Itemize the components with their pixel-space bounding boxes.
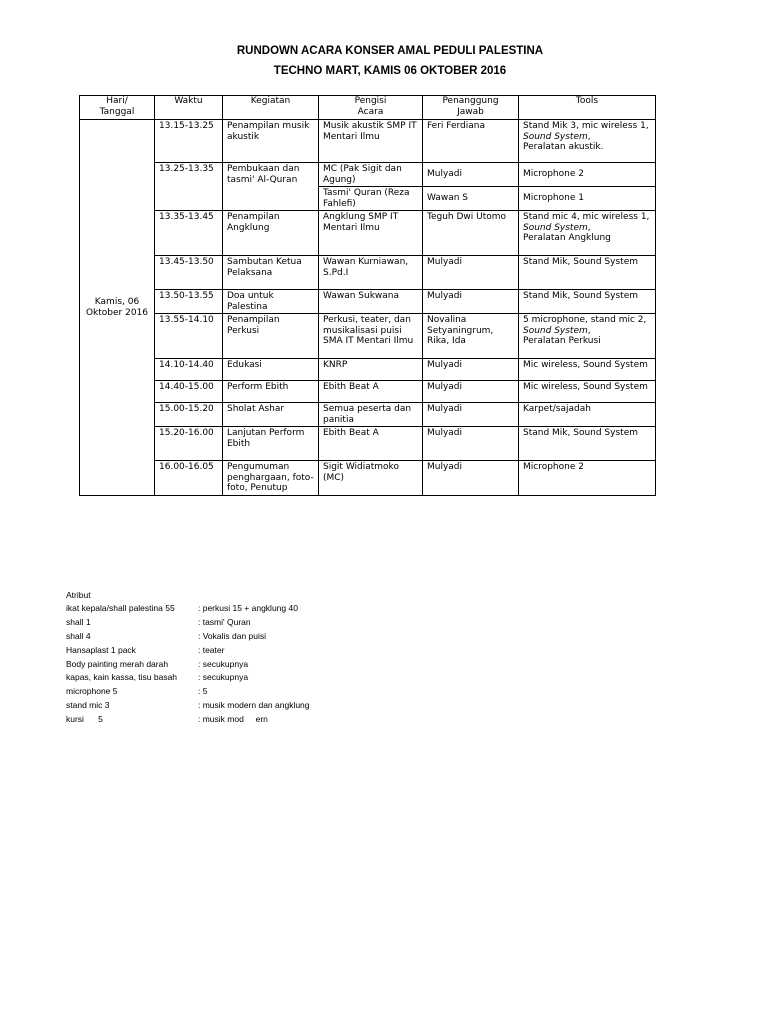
table-header-row <box>80 96 656 120</box>
atribut-item: microphone 5 : 5 <box>66 686 208 697</box>
pic-cell: Mulyadi <box>423 163 519 187</box>
atribut-section <box>66 588 310 727</box>
performer-cell: Wawan Kurniawan, S.Pd.I <box>319 256 423 290</box>
performer-cell: Ebith Beat A <box>319 427 423 461</box>
performer-cell: Angklung SMP IT Mentari Ilmu <box>319 211 423 256</box>
table-row <box>80 314 656 359</box>
activity-cell: Perform Ebith <box>223 381 319 403</box>
header-performer: Pengisi Acara <box>319 96 423 120</box>
performer-cell: Perkusi, teater, dan musikalisasi puisi SMA IT Mentari Ilmu <box>319 314 423 359</box>
pic-cell: Wawan S <box>423 187 519 211</box>
atribut-item: stand mic 3 : musik modern dan angklung <box>66 700 310 711</box>
header-tools: Tools <box>519 96 656 120</box>
tools-cell: Mic wireless, Sound System <box>519 381 656 403</box>
atribut-item: shall 4 : Vokalis dan puisi <box>66 630 267 641</box>
pic-cell: Mulyadi <box>423 461 519 496</box>
tools-cell: Stand Mik, Sound System <box>519 427 656 461</box>
activity-cell: Penampilan musik akustik <box>223 120 319 163</box>
time-cell: 13.15-13.25 <box>155 120 223 163</box>
tools-cell: Stand Mik, Sound System <box>519 256 656 290</box>
atribut-item: ikat kepala/shall palestina 55 : perkusi 15 + angklung 40 <box>66 603 298 613</box>
table-row <box>80 427 656 461</box>
activity-cell: Doa untuk Palestina <box>223 290 319 314</box>
pic-cell: Mulyadi <box>423 403 519 427</box>
header-day: Hari/ Tanggal <box>80 96 155 120</box>
day-cell: Kamis, 06 Oktober 2016 <box>80 120 155 496</box>
time-cell: 15.00-15.20 <box>155 403 223 427</box>
header-time: Waktu <box>155 96 223 120</box>
table-row <box>80 403 656 427</box>
document-title: RUNDOWN ACARA KONSER AMAL PEDULI PALESTINA <box>236 45 544 57</box>
pic-cell: Mulyadi <box>423 427 519 461</box>
time-cell: 13.55-14.10 <box>155 314 223 359</box>
atribut-item: Body painting merah darah : secukupnya <box>66 658 249 669</box>
tools-cell: 5 microphone, stand mic 2, Sound System, Peralatan Perkusi <box>519 314 656 359</box>
atribut-item: shall 1 : tasmi' Quran <box>66 616 251 627</box>
atribut-item: Hansaplast 1 pack : teater <box>66 644 225 655</box>
pic-cell: Teguh Dwi Utomo <box>423 211 519 256</box>
pic-cell: Mulyadi <box>423 359 519 381</box>
tools-cell: Mic wireless, Sound System <box>519 359 656 381</box>
activity-cell: Pembukaan dan tasmi' Al-Quran <box>223 163 319 211</box>
table-row <box>80 211 656 256</box>
time-cell: 13.35-13.45 <box>155 211 223 256</box>
table-row <box>80 290 656 314</box>
table-row <box>80 256 656 290</box>
tools-cell: Karpet/sajadah <box>519 403 656 427</box>
activity-cell: Lanjutan Perform Ebith <box>223 427 319 461</box>
time-cell: 13.50-13.55 <box>155 290 223 314</box>
tools-cell: Stand mic 4, mic wireless 1, Sound System, Peralatan Angklung <box>519 211 656 256</box>
table-row <box>80 461 656 496</box>
tools-cell: Stand Mik, Sound System <box>519 290 656 314</box>
performer-cell: Musik akustik SMP IT Mentari Ilmu <box>319 120 423 163</box>
pic-cell: Mulyadi <box>423 256 519 290</box>
activity-cell: Sholat Ashar <box>223 403 319 427</box>
time-cell: 15.20-16.00 <box>155 427 223 461</box>
header-activity: Kegiatan <box>223 96 319 120</box>
atribut-item: kapas, kain kassa, tisu basah : secukupnya <box>66 672 249 683</box>
table-row <box>80 381 656 403</box>
performer-cell: MC (Pak Sigit dan Agung) <box>319 163 423 187</box>
atribut-title: Atribut <box>66 590 91 600</box>
table-row <box>80 120 656 163</box>
time-cell: 14.40-15.00 <box>155 381 223 403</box>
time-cell: 13.25-13.35 <box>155 163 223 211</box>
tools-cell: Stand Mik 3, mic wireless 1, Sound System, Peralatan akustik. <box>519 120 656 163</box>
performer-cell: KNRP <box>319 359 423 381</box>
pic-cell: Feri Ferdiana <box>423 120 519 163</box>
tools-cell: Microphone 1 <box>519 187 656 211</box>
performer-cell: Wawan Sukwana <box>319 290 423 314</box>
performer-cell: Semua peserta dan panitia <box>319 403 423 427</box>
header-pic: Penanggung Jawab <box>423 96 519 120</box>
tools-cell: Microphone 2 <box>519 163 656 187</box>
activity-cell: Edukasi <box>223 359 319 381</box>
time-cell: 16.00-16.05 <box>155 461 223 496</box>
table-row <box>80 163 656 187</box>
activity-cell: Pengumuman penghargaan, foto-foto, Penutup <box>223 461 319 496</box>
tools-cell: Microphone 2 <box>519 461 656 496</box>
time-cell: 14.10-14.40 <box>155 359 223 381</box>
performer-cell: Ebith Beat A <box>319 381 423 403</box>
performer-cell: Sigit Widiatmoko (MC) <box>319 461 423 496</box>
performer-cell: Tasmi' Quran (Reza Fahlefi) <box>319 187 423 211</box>
atribut-item: kursi 5 : musik mod ern <box>66 714 268 725</box>
rundown-table <box>79 95 656 496</box>
activity-cell: Sambutan Ketua Pelaksana <box>223 256 319 290</box>
table-row <box>80 359 656 381</box>
time-cell: 13.45-13.50 <box>155 256 223 290</box>
pic-cell: Mulyadi <box>423 290 519 314</box>
pic-cell: Novalina Setyaningrum, Rika, Ida <box>423 314 519 359</box>
activity-cell: Penampilan Perkusi <box>223 314 319 359</box>
document-subtitle: TECHNO MART, KAMIS 06 OKTOBER 2016 <box>273 65 507 77</box>
pic-cell: Mulyadi <box>423 381 519 403</box>
activity-cell: Penampilan Angklung <box>223 211 319 256</box>
